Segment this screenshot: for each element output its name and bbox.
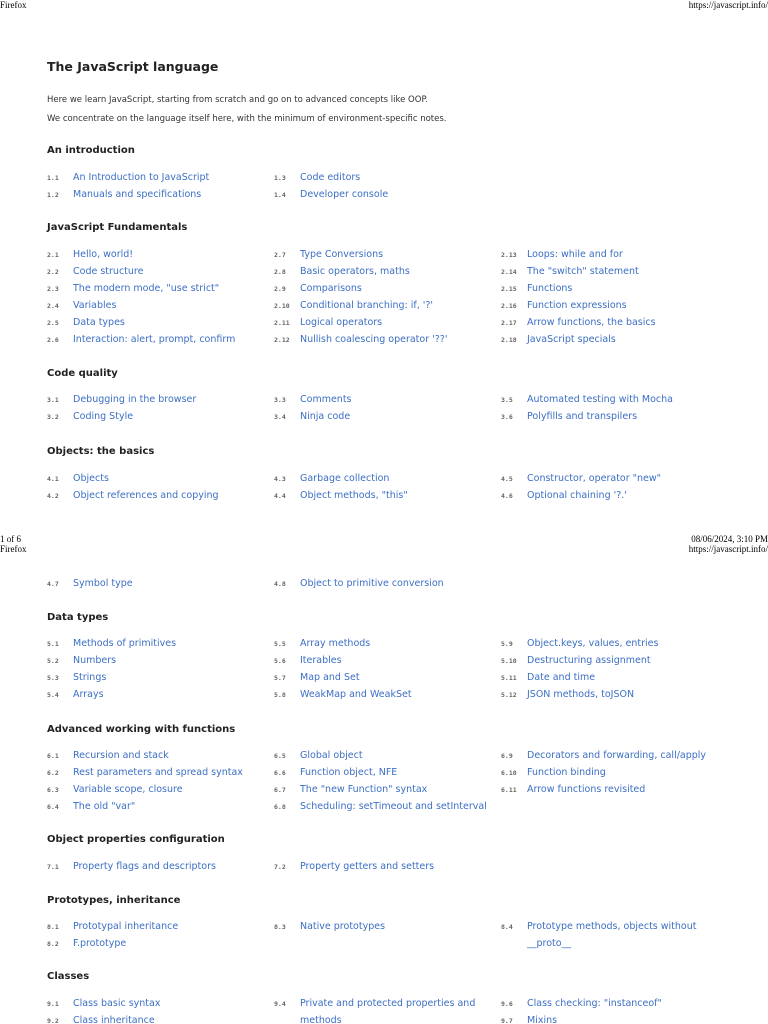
- item-link[interactable]: Polyfills and transpilers: [527, 411, 638, 422]
- item-number: 6.5: [274, 752, 286, 760]
- toc-item[interactable]: [501, 266, 639, 278]
- item-link[interactable]: Methods of primitives: [73, 638, 177, 649]
- item-link[interactable]: Optional chaining '?.': [527, 490, 627, 501]
- toc-item[interactable]: [274, 473, 389, 485]
- toc-item[interactable]: [47, 172, 209, 184]
- item-number: 5.1: [47, 640, 59, 648]
- item-link[interactable]: Hello, world!: [73, 249, 134, 260]
- item-link[interactable]: Prototype methods, objects without __proto__: [527, 921, 697, 949]
- item-number: 6.7: [274, 786, 286, 794]
- item-number: 2.10: [274, 302, 290, 310]
- item-link[interactable]: Basic operators, maths: [300, 266, 410, 277]
- toc-item[interactable]: [274, 998, 485, 1024]
- item-link[interactable]: Variables: [73, 300, 117, 311]
- item-link[interactable]: Private and protected properties and methods: [300, 998, 476, 1024]
- toc-item[interactable]: [274, 861, 434, 873]
- toc-item[interactable]: [47, 750, 169, 762]
- item-number: 6.9: [501, 752, 513, 760]
- item-number: 5.10: [501, 657, 517, 665]
- print-header-url: https://javascript.info/: [688, 0, 768, 10]
- item-link[interactable]: Prototypal inheritance: [73, 921, 179, 932]
- item-number: 5.9: [501, 640, 513, 648]
- item-link[interactable]: Recursion and stack: [73, 750, 169, 761]
- toc-item[interactable]: [47, 394, 196, 406]
- item-link[interactable]: The modern mode, "use strict": [73, 283, 220, 294]
- toc-item[interactable]: [47, 801, 135, 813]
- item-number: 4.4: [274, 492, 286, 500]
- item-link[interactable]: Class inheritance: [73, 1015, 155, 1024]
- toc-item[interactable]: [47, 300, 116, 312]
- toc-item[interactable]: [274, 767, 397, 779]
- item-number: 4.2: [47, 492, 59, 500]
- item-number: 2.17: [501, 319, 517, 327]
- toc-item[interactable]: [47, 672, 106, 684]
- item-link[interactable]: Developer console: [300, 189, 389, 200]
- item-number: 8.1: [47, 923, 59, 931]
- item-link[interactable]: Ninja code: [300, 411, 351, 422]
- toc-item[interactable]: [274, 578, 444, 590]
- item-number: 6.1: [47, 752, 59, 760]
- item-number: 6.11: [501, 786, 517, 794]
- toc-item[interactable]: [501, 998, 662, 1010]
- toc-item[interactable]: [274, 249, 383, 261]
- section-heading-prototypes: Prototypes, inheritance: [47, 895, 181, 906]
- toc-item[interactable]: [47, 283, 219, 295]
- item-number: 1.1: [47, 174, 59, 182]
- toc-item[interactable]: [47, 655, 116, 667]
- section-heading-data-types: Data types: [47, 612, 109, 623]
- toc-item[interactable]: [47, 490, 219, 502]
- item-link[interactable]: WeakMap and WeakSet: [300, 689, 412, 700]
- toc-item[interactable]: [501, 317, 656, 329]
- item-number: 2.6: [47, 336, 59, 344]
- item-link[interactable]: Mixins: [527, 1015, 558, 1024]
- toc-item[interactable]: [501, 638, 658, 650]
- item-link[interactable]: Arrays: [73, 689, 104, 700]
- item-number: 1.2: [47, 191, 59, 199]
- item-link[interactable]: Class basic syntax: [73, 998, 161, 1009]
- item-number: 4.5: [501, 475, 513, 483]
- item-link[interactable]: The "new Function" syntax: [300, 784, 428, 795]
- item-link[interactable]: Native prototypes: [300, 921, 386, 932]
- item-number: 5.2: [47, 657, 59, 665]
- item-link[interactable]: Coding Style: [73, 411, 134, 422]
- item-link[interactable]: Global object: [300, 750, 363, 761]
- item-link[interactable]: Code structure: [73, 266, 144, 277]
- toc-item[interactable]: [501, 689, 634, 701]
- item-link[interactable]: The "switch" statement: [527, 266, 639, 277]
- item-link[interactable]: Object methods, "this": [300, 490, 408, 501]
- item-number: 9.6: [501, 1000, 513, 1008]
- item-number: 9.2: [47, 1017, 59, 1024]
- toc-item[interactable]: [274, 750, 363, 762]
- toc-item[interactable]: [501, 767, 606, 779]
- toc-item[interactable]: [274, 921, 385, 933]
- item-number: 6.2: [47, 769, 59, 777]
- section-heading-advanced-functions: Advanced working with functions: [47, 724, 236, 735]
- section-heading-classes: Classes: [47, 971, 90, 982]
- item-number: 2.4: [47, 302, 59, 310]
- item-link[interactable]: Code editors: [300, 172, 361, 183]
- item-number: 5.4: [47, 691, 59, 699]
- item-link[interactable]: The old "var": [73, 801, 136, 812]
- item-number: 9.7: [501, 1017, 513, 1024]
- toc-item[interactable]: [501, 784, 645, 796]
- toc-item[interactable]: [47, 784, 183, 796]
- toc-item[interactable]: [501, 750, 706, 762]
- toc-item[interactable]: [274, 672, 360, 684]
- toc-item[interactable]: [47, 861, 216, 873]
- toc-item[interactable]: [47, 411, 133, 423]
- item-number: 4.6: [501, 492, 513, 500]
- item-number: 2.16: [501, 302, 517, 310]
- item-number: 6.6: [274, 769, 286, 777]
- toc-item[interactable]: [47, 938, 126, 950]
- item-link[interactable]: Decorators and forwarding, call/apply: [527, 750, 707, 761]
- section-heading-objects-basics: Objects: the basics: [47, 446, 155, 457]
- toc-item[interactable]: [501, 249, 623, 261]
- item-number: 5.12: [501, 691, 517, 699]
- toc-item[interactable]: [501, 300, 627, 312]
- item-link[interactable]: Nullish coalescing operator '??': [300, 334, 448, 345]
- item-number: 3.3: [274, 396, 286, 404]
- item-link[interactable]: Manuals and specifications: [73, 189, 202, 200]
- toc-item[interactable]: [47, 189, 201, 201]
- item-link[interactable]: Function expressions: [527, 300, 627, 311]
- item-link[interactable]: Comments: [300, 394, 352, 405]
- item-link[interactable]: Strings: [73, 672, 107, 683]
- item-number: 2.13: [501, 251, 517, 259]
- print-header-browser: Firefox: [0, 0, 27, 10]
- item-number: 6.4: [47, 803, 59, 811]
- item-link[interactable]: Arrow functions revisited: [527, 784, 646, 795]
- toc-item[interactable]: [501, 473, 661, 485]
- item-number: 4.8: [274, 580, 286, 588]
- item-link[interactable]: An Introduction to JavaScript: [73, 172, 210, 183]
- toc-item[interactable]: [47, 266, 143, 278]
- toc-item[interactable]: [501, 921, 712, 952]
- print-footer-page: 1 of 6: [0, 534, 21, 544]
- item-link[interactable]: Property getters and setters: [300, 861, 435, 872]
- item-number: 4.1: [47, 475, 59, 483]
- toc-item[interactable]: [274, 334, 447, 346]
- toc-item[interactable]: [274, 266, 410, 278]
- item-number: 7.2: [274, 863, 286, 871]
- item-link[interactable]: Constructor, operator "new": [527, 473, 662, 484]
- toc-item[interactable]: [274, 490, 408, 502]
- item-link[interactable]: Object references and copying: [73, 490, 219, 501]
- item-number: 2.14: [501, 268, 517, 276]
- item-number: 2.1: [47, 251, 59, 259]
- item-number: 8.3: [274, 923, 286, 931]
- item-link[interactable]: Logical operators: [300, 317, 383, 328]
- print-header-browser: Firefox: [0, 544, 27, 554]
- toc-item[interactable]: [47, 921, 178, 933]
- item-link[interactable]: Map and Set: [300, 672, 360, 683]
- toc-item[interactable]: [501, 334, 616, 346]
- item-number: 2.2: [47, 268, 59, 276]
- item-link[interactable]: Type Conversions: [300, 249, 384, 260]
- toc-item[interactable]: [47, 249, 133, 261]
- item-number: 8.4: [501, 923, 513, 931]
- item-number: 6.3: [47, 786, 59, 794]
- item-number: 5.7: [274, 674, 286, 682]
- item-link[interactable]: Function object, NFE: [300, 767, 398, 778]
- item-number: 2.11: [274, 319, 290, 327]
- item-link[interactable]: Garbage collection: [300, 473, 390, 484]
- item-number: 5.8: [274, 691, 286, 699]
- toc-item[interactable]: [274, 172, 360, 184]
- toc-item[interactable]: [47, 638, 176, 650]
- item-link[interactable]: Date and time: [527, 672, 596, 683]
- toc-item[interactable]: [501, 1015, 557, 1024]
- toc-item[interactable]: [47, 578, 133, 590]
- toc-item[interactable]: [47, 1015, 155, 1024]
- item-number: 6.10: [501, 769, 517, 777]
- item-link[interactable]: Rest parameters and spread syntax: [73, 767, 243, 778]
- toc-item[interactable]: [47, 998, 160, 1010]
- item-link[interactable]: Property flags and descriptors: [73, 861, 216, 872]
- item-number: 3.5: [501, 396, 513, 404]
- item-number: 2.18: [501, 336, 517, 344]
- item-number: 2.8: [274, 268, 286, 276]
- toc-item[interactable]: [501, 490, 627, 502]
- section-heading-introduction: An introduction: [47, 145, 135, 156]
- toc-item[interactable]: [274, 394, 352, 406]
- item-link[interactable]: JavaScript specials: [527, 334, 616, 345]
- item-number: 2.12: [274, 336, 290, 344]
- toc-item[interactable]: [274, 801, 487, 813]
- item-number: 2.9: [274, 285, 286, 293]
- item-link[interactable]: Class checking: "instanceof": [527, 998, 662, 1009]
- toc-item[interactable]: [274, 655, 342, 667]
- item-link[interactable]: Interaction: alert, prompt, confirm: [73, 334, 236, 345]
- item-link[interactable]: Arrow functions, the basics: [527, 317, 656, 328]
- section-heading-fundamentals: JavaScript Fundamentals: [47, 222, 188, 233]
- intro-line-1: Here we learn JavaScript, starting from scratch and go on to advanced concepts like OOP.: [47, 95, 428, 105]
- item-number: 5.6: [274, 657, 286, 665]
- toc-item[interactable]: [47, 473, 109, 485]
- print-header-url: https://javascript.info/: [688, 544, 768, 554]
- item-link[interactable]: Data types: [73, 317, 125, 328]
- item-link[interactable]: F.prototype: [73, 938, 127, 949]
- toc-item[interactable]: [47, 767, 243, 779]
- toc-item[interactable]: [274, 300, 433, 312]
- item-number: 3.6: [501, 413, 513, 421]
- toc-item[interactable]: [274, 283, 362, 295]
- item-number: 2.15: [501, 285, 517, 293]
- item-link[interactable]: Destructuring assignment: [527, 655, 651, 666]
- item-number: 1.3: [274, 174, 286, 182]
- toc-item[interactable]: [274, 784, 427, 796]
- page-title: The JavaScript language: [47, 59, 219, 74]
- item-link[interactable]: Conditional branching: if, '?': [300, 300, 434, 311]
- item-link[interactable]: Object.keys, values, entries: [527, 638, 659, 649]
- section-heading-object-properties: Object properties configuration: [47, 834, 225, 845]
- item-link[interactable]: Objects: [73, 473, 109, 484]
- item-link[interactable]: Loops: while and for: [527, 249, 623, 260]
- item-link[interactable]: Symbol type: [73, 578, 133, 589]
- toc-item[interactable]: [274, 317, 382, 329]
- item-number: 1.4: [274, 191, 286, 199]
- intro-line-2: We concentrate on the language itself here, with the minimum of environment-specific notes.: [47, 114, 447, 124]
- item-number: 2.3: [47, 285, 59, 293]
- item-link[interactable]: Functions: [527, 283, 573, 294]
- item-link[interactable]: Numbers: [73, 655, 117, 666]
- item-number: 9.4: [274, 1000, 286, 1008]
- item-number: 5.11: [501, 674, 517, 682]
- toc-item[interactable]: [47, 317, 125, 329]
- item-number: 2.7: [274, 251, 286, 259]
- toc-item[interactable]: [501, 672, 595, 684]
- toc-item[interactable]: [47, 689, 104, 701]
- item-number: 3.4: [274, 413, 286, 421]
- item-number: 4.7: [47, 580, 59, 588]
- toc-item[interactable]: [501, 394, 673, 406]
- item-number: 4.3: [274, 475, 286, 483]
- item-link[interactable]: Iterables: [300, 655, 342, 666]
- item-number: 2.5: [47, 319, 59, 327]
- toc-item[interactable]: [501, 283, 572, 295]
- toc-item[interactable]: [501, 655, 651, 667]
- item-number: 3.2: [47, 413, 59, 421]
- item-link[interactable]: Automated testing with Mocha: [527, 394, 673, 405]
- item-number: 6.8: [274, 803, 286, 811]
- item-link[interactable]: Function binding: [527, 767, 606, 778]
- item-link[interactable]: Debugging in the browser: [73, 394, 197, 405]
- item-link[interactable]: Array methods: [300, 638, 371, 649]
- item-link[interactable]: JSON methods, toJSON: [527, 689, 635, 700]
- item-link[interactable]: Object to primitive conversion: [300, 578, 444, 589]
- item-number: 7.1: [47, 863, 59, 871]
- toc-item[interactable]: [274, 638, 370, 650]
- toc-item[interactable]: [501, 411, 637, 423]
- item-link[interactable]: Comparisons: [300, 283, 362, 294]
- toc-item[interactable]: [274, 189, 388, 201]
- item-link[interactable]: Variable scope, closure: [73, 784, 183, 795]
- item-number: 9.1: [47, 1000, 59, 1008]
- item-number: 8.2: [47, 940, 59, 948]
- item-link[interactable]: Scheduling: setTimeout and setInterval: [300, 801, 487, 812]
- item-number: 3.1: [47, 396, 59, 404]
- toc-item[interactable]: [47, 334, 235, 346]
- item-number: 5.3: [47, 674, 59, 682]
- toc-item[interactable]: [274, 411, 350, 423]
- toc-item[interactable]: [274, 689, 412, 701]
- item-number: 5.5: [274, 640, 286, 648]
- section-heading-code-quality: Code quality: [47, 368, 118, 379]
- print-footer-datetime: 08/06/2024, 3:10 PM: [691, 534, 768, 544]
